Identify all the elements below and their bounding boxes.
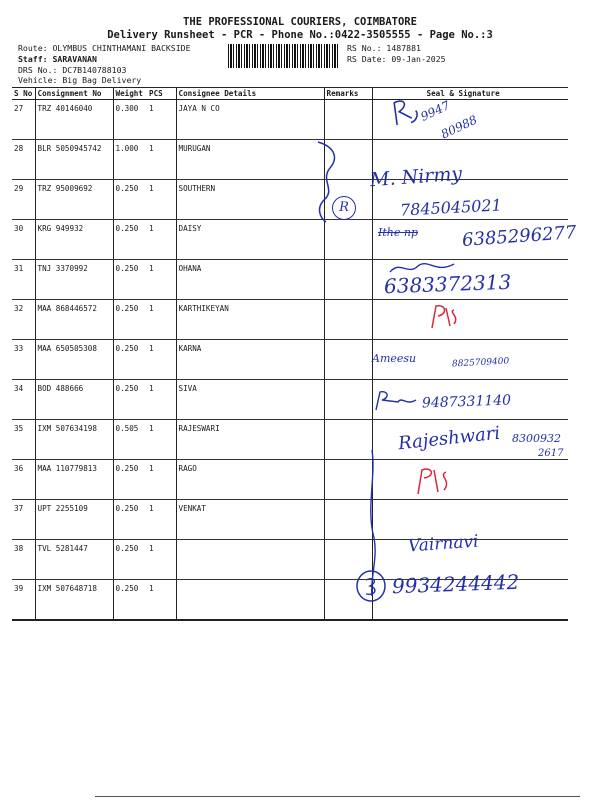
cell-sno: 35 [12,420,35,460]
cell-sno: 30 [12,220,35,260]
cell-consignment-no: MAA 868446572 [35,300,113,340]
staff-label: Staff: SARAVANAN [18,54,97,64]
handwritten-phone-30: 6385296277 [461,222,578,251]
vehicle-label: Vehicle: Big Bag Delivery [18,75,142,85]
table-row [12,140,568,180]
cell-consignment-no: IXM 507634198 [35,420,113,460]
cell-pcs: 1 [147,460,176,500]
handwritten-phone-39: 9934244442 [391,569,520,599]
signature-scribble-34 [372,388,422,414]
col-consignment: Consignment No [35,88,113,100]
cell-consignee: RAJESWARI [176,420,324,460]
cell-weight: 0.250 [113,220,147,260]
table-row [12,100,568,140]
col-remarks: Remarks [324,88,372,100]
cell-remarks [324,380,372,420]
cell-consignment-no: KRG 949932 [35,220,113,260]
cell-consignment-no: UPT 2255109 [35,500,113,540]
rs-number: RS No.: 1487881 [347,43,421,53]
cell-consignee: KARNA [176,340,324,380]
signature-circle-icon [354,568,388,604]
cell-pcs: 1 [147,500,176,540]
handwritten-phone-31: 6383372313 [383,269,512,299]
cell-consignment-no: MAA 650505308 [35,340,113,380]
cell-pcs: 1 [147,260,176,300]
red-initials-36 [414,464,454,498]
cell-consignee: KARTHIKEYAN [176,300,324,340]
cell-weight: 0.250 [113,180,147,220]
cell-consignment-no: IXM 507648718 [35,580,113,621]
handwritten-phone-35a: 8300932 [512,432,561,445]
drs-number: DRS No.: DC7B140788103 [18,65,127,75]
cell-remarks [324,100,372,140]
cell-consignee: SIVA [176,380,324,420]
cell-remarks [324,260,372,300]
cell-pcs: 1 [147,180,176,220]
cell-consignee: RAGO [176,460,324,500]
cell-consignment-no: TRZ 40146040 [35,100,113,140]
cell-consignee: MURUGAN [176,140,324,180]
cell-sno: 36 [12,460,35,500]
handwritten-phone-35b: 2617 [538,448,564,459]
cell-sno: 32 [12,300,35,340]
cell-pcs: 1 [147,340,176,380]
handwritten-phone-29: 7845045021 [399,195,503,220]
col-signature: Seal & Signature [372,88,568,100]
footer-divider [95,796,580,797]
cell-weight: 0.250 [113,340,147,380]
barcode [228,44,338,68]
remark-circle-mark: R [332,196,356,220]
cell-weight: 0.300 [113,100,147,140]
cell-signature [372,460,568,500]
cell-weight: 0.250 [113,300,147,340]
col-consignee: Consignee Details [176,88,324,100]
handwritten-name-28: M. Nirmy [369,162,463,192]
cell-consignment-no: TVL 5281447 [35,540,113,580]
cell-sno: 38 [12,540,35,580]
cell-weight: 0.505 [113,420,147,460]
cell-consignment-no: TRZ 95009692 [35,180,113,220]
handwritten-phone-33: 8825709400 [451,356,510,370]
handwritten-name-35: Rajeshwari [397,422,502,455]
handwritten-phone-34: 9487331140 [421,392,512,412]
table-row [12,460,568,500]
cell-weight: 0.250 [113,500,147,540]
runsheet-title: Delivery Runsheet - PCR - Phone No.:0422-3505555 - Page No.:3 [107,29,493,41]
cell-pcs: 1 [147,380,176,420]
cell-pcs: 1 [147,580,176,621]
cell-consignee: VENKAT [176,500,324,540]
cell-sno: 27 [12,100,35,140]
handwritten-phone-27a: 9947 [418,98,453,124]
cell-weight: 0.250 [113,580,147,621]
table-row [12,500,568,540]
rs-date: RS Date: 09-Jan-2025 [347,54,446,64]
cell-weight: 0.250 [113,540,147,580]
cell-signature [372,300,568,340]
cell-sno: 31 [12,260,35,300]
col-weight: Weight [113,88,147,100]
cell-pcs: 1 [147,100,176,140]
cell-weight: 0.250 [113,460,147,500]
struck-text-30: Ithe np [378,226,418,239]
cell-sno: 39 [12,580,35,621]
handwritten-name-38: Vairnavi [407,531,480,557]
cell-consignment-no: MAA 110779813 [35,460,113,500]
cell-sno: 34 [12,380,35,420]
handwritten-name-33: Ameesu [372,352,417,365]
company-title: THE PROFESSIONAL COURIERS, COIMBATORE [183,16,417,28]
cell-weight: 0.250 [113,380,147,420]
cell-sno: 37 [12,500,35,540]
table-header-row [12,88,568,100]
cell-pcs: 1 [147,140,176,180]
cell-sno: 28 [12,140,35,180]
cell-pcs: 1 [147,220,176,260]
table-row [12,300,568,340]
cell-consignee: SOUTHERN [176,180,324,220]
cell-consignee [176,540,324,580]
cell-sno: 29 [12,180,35,220]
cell-consignment-no: BLR 5050945742 [35,140,113,180]
cell-remarks [324,340,372,380]
route-label: Route: OLYMBUS CHINTHAMANI BACKSIDE [18,43,191,53]
cell-weight: 0.250 [113,260,147,300]
red-initials-32 [428,302,462,332]
cell-consignee: DAISY [176,220,324,260]
cell-remarks [324,300,372,340]
cell-consignee [176,580,324,621]
cell-pcs: 1 [147,420,176,460]
cell-consignment-no: TNJ 3370992 [35,260,113,300]
col-pcs: PCS [147,88,176,100]
cell-weight: 1.000 [113,140,147,180]
runsheet-table [12,87,568,621]
cell-consignee: OHANA [176,260,324,300]
cell-pcs: 1 [147,540,176,580]
cell-consignment-no: BOD 488666 [35,380,113,420]
cell-pcs: 1 [147,300,176,340]
cell-sno: 33 [12,340,35,380]
col-sno: S No [12,88,35,100]
handwritten-phone-27b: 80988 [438,112,480,142]
cell-consignee: JAYA N CO [176,100,324,140]
